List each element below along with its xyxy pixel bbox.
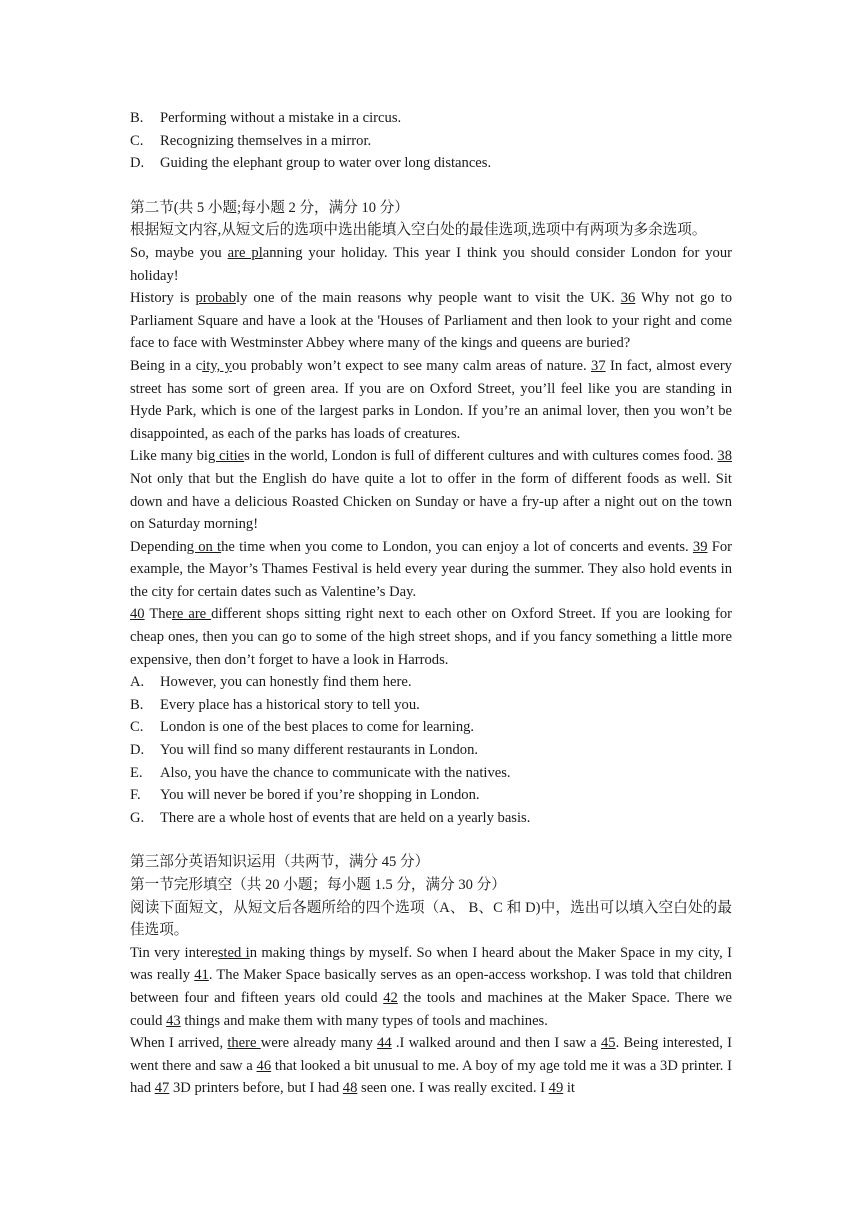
passage-paragraph-1: So, maybe you are planning your holiday. This year I think you should consider London for your holiday! bbox=[130, 244, 732, 284]
blank-44: 44 bbox=[377, 1035, 392, 1052]
option-text: Performing without a mistake in a circus. bbox=[160, 110, 402, 126]
top-options bbox=[130, 107, 732, 175]
document-page bbox=[130, 107, 732, 1100]
option-a bbox=[130, 671, 732, 694]
passage-paragraph-4: Like many big cities in the world, London is full of different cultures and with cultures comes food. 38 Not only that but the English do have quite a lot to offer in the form of different foods as well. Sit down and have a delicious Roasted Chicken on Sunday or have a fry-up after a night out on the town on Saturday morning! bbox=[130, 448, 732, 533]
passage-paragraph-5: Depending on the time when you come to London, you can enjoy a lot of concerts and events. 39 For example, the Mayor’s Thames Festival is held every year during the summer. They also hold events in the city for certain dates such as Valentine’s Day. bbox=[130, 538, 732, 600]
passage-paragraph-6: 40 There are different shops sitting right next to each other on Oxford Street. If you are looking for cheap ones, then you can go to some of the high street shops, and if you fancy something a little more expensive, then don’t forget to have a look in Harrods. bbox=[130, 606, 732, 668]
option-letter: C. bbox=[130, 132, 144, 149]
option-f bbox=[130, 784, 732, 807]
option-letter: F. bbox=[130, 787, 141, 804]
passage-paragraph-3: Being in a city, you probably won’t expect to see many calm areas of nature. 37 In fact, almost every street has some sort of green area. If you are on Oxford Street, you’ll feel like you are standing in Hyde Park, which is one of the largest parks in London. If you’re an animal lover, then you won’t be disappointed, as each of the parks has loads of creatures. bbox=[130, 357, 732, 442]
part3-heading: 第三部分英语知识运用（共两节，满分 45 分） bbox=[130, 854, 430, 871]
option-d bbox=[130, 152, 732, 175]
option-b bbox=[130, 107, 732, 130]
passage-paragraph-2: History is probably one of the main reasons why people want to visit the UK. 36 Why not go to Parliament Square and have a look at the 'Houses of Parliament and then look to your right and come face to face with Westminster Abbey where many of the kings and queens are buried? bbox=[130, 290, 732, 352]
option-letter: E. bbox=[130, 764, 143, 781]
blank-45: 45 bbox=[601, 1035, 616, 1052]
option-text: London is one of the best places to come for learning. bbox=[160, 719, 475, 736]
option-letter: B. bbox=[130, 110, 144, 126]
answer-options bbox=[130, 671, 732, 829]
option-c bbox=[130, 130, 732, 153]
option-letter: C. bbox=[130, 719, 144, 736]
blank-37: 37 bbox=[591, 357, 606, 374]
blank-41: 41 bbox=[194, 967, 209, 984]
blank-46: 46 bbox=[256, 1057, 272, 1074]
option-c bbox=[130, 716, 732, 739]
option-letter: D. bbox=[130, 742, 145, 759]
option-g bbox=[130, 807, 732, 830]
spacer bbox=[130, 829, 732, 851]
spacer bbox=[130, 175, 732, 197]
option-d bbox=[130, 739, 732, 762]
option-text: However, you can honestly find them here. bbox=[160, 674, 412, 691]
option-text: You will find so many different restaurants in London. bbox=[160, 742, 479, 759]
cloze-paragraph-1: Tin very interested in making things by myself. So when I heard about the Maker Space in my city, I was really 41. The Maker Space basically serves as an open-access workshop. I was told that children between four and fifteen years old could 42 the tools and machines at the Maker Space. There we could 43 things and make them with many types of tools and machines. bbox=[130, 944, 732, 1029]
option-letter: B. bbox=[130, 696, 144, 713]
cloze-paragraph-2: When I arrived, there were already many 44 .I walked around and then I saw a 45. Being interested, I went there and saw a 46 that looked a bit unusual to me. A boy of my age told me it was a 3D printer. I had 47 3D printers before, but I had 48 seen one. I was really excited. I 49 it bbox=[130, 1035, 733, 1097]
option-text: Also, you have the chance to communicate with the natives. bbox=[160, 764, 511, 781]
section2-heading: 第二节(共 5 小题;每小题 2 分，满分 10 分） bbox=[130, 199, 409, 216]
option-text: There are a whole host of events that are held on a yearly basis. bbox=[160, 809, 531, 826]
option-text: Guiding the elephant group to water over long distances. bbox=[160, 155, 492, 172]
part3-instruction: 阅读下面短文，从短文后各题所给的四个选项（A、 B、C 和 D)中，选出可以填入空白处的最佳选项。 bbox=[130, 899, 732, 939]
blank-36: 36 bbox=[620, 290, 636, 307]
option-letter: D. bbox=[130, 155, 145, 172]
blank-39: 39 bbox=[692, 538, 708, 555]
blank-47: 47 bbox=[154, 1080, 170, 1097]
option-text: Recognizing themselves in a mirror. bbox=[160, 132, 372, 149]
section2-instruction: 根据短文内容,从短文后的选项中选出能填入空白处的最佳选项,选项中有两项为多余选项。 bbox=[130, 222, 707, 239]
blank-42: 42 bbox=[383, 989, 398, 1006]
option-e bbox=[130, 762, 732, 785]
option-text: Every place has a historical story to tell you. bbox=[160, 696, 420, 713]
option-b bbox=[130, 694, 732, 717]
blank-48: 48 bbox=[342, 1080, 358, 1097]
blank-38: 38 bbox=[717, 448, 732, 465]
option-text: You will never be bored if you’re shopping in London. bbox=[160, 787, 480, 804]
blank-43: 43 bbox=[166, 1012, 181, 1029]
option-letter: G. bbox=[130, 809, 145, 826]
option-letter: A. bbox=[130, 674, 145, 691]
part3-sub-heading: 第一节完形填空（共 20 小题；每小题 1.5 分，满分 30 分） bbox=[130, 877, 506, 893]
blank-49: 49 bbox=[548, 1080, 564, 1097]
blank-40: 40 bbox=[130, 606, 145, 623]
